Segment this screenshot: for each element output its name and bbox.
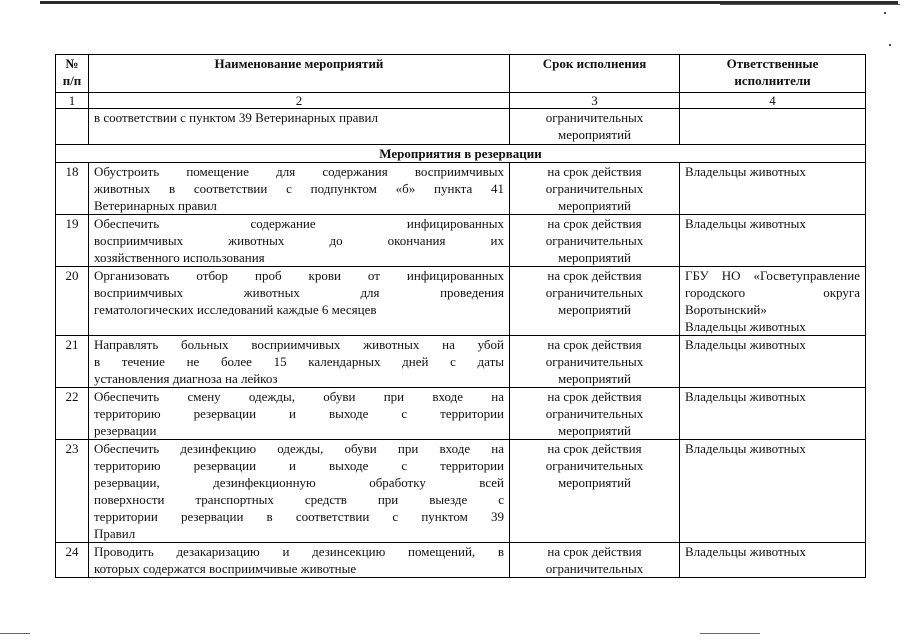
row-measure: Обеспечить дезинфекцию одежды, обуви при входе на территорию резервации и выходе с территории резервации, дезинфекционную обработку всей поверхности транспортных средств при выезде с территории резервации в соответствии с пунктом 39 Правил <box>89 440 510 543</box>
row-number: 18 <box>56 163 89 215</box>
table-row <box>56 215 866 267</box>
row-measure: в соответствии с пунктом 39 Ветеринарных правил <box>89 109 510 145</box>
row-responsible: Владельцы животных <box>680 440 866 543</box>
table-row <box>56 267 866 336</box>
row-term: на срок действия ограничительных <box>510 543 680 578</box>
row-number <box>56 109 89 145</box>
row-term: на срок действия ограничительных мероприятий <box>510 215 680 267</box>
section-title: Мероприятия в резервации <box>56 145 866 163</box>
row-term: на срок действия ограничительных мероприятий <box>510 267 680 336</box>
row-responsible: Владельцы животных <box>680 543 866 578</box>
row-measure: Обустроить помещение для содержания восприимчивых животных в соответствии с подпунктом «б» пункта 41 Ветеринарных правил <box>89 163 510 215</box>
scan-edge-line <box>720 4 900 5</box>
row-number: 23 <box>56 440 89 543</box>
row-term: на срок действия ограничительных мероприятий <box>510 388 680 440</box>
scan-speck <box>889 44 891 46</box>
row-number: 22 <box>56 388 89 440</box>
row-measure: Обеспечить содержание инфицированных восприимчивых животных до окончания их хозяйственного использования <box>89 215 510 267</box>
header-name: Наименование мероприятий <box>89 55 510 93</box>
column-numbers-row <box>56 93 866 109</box>
measures-table <box>55 54 866 578</box>
row-responsible: Владельцы животных <box>680 336 866 388</box>
table-header-row <box>56 55 866 93</box>
row-term: ограничительных мероприятий <box>510 109 680 145</box>
table-row <box>56 336 866 388</box>
column-number: 1 <box>56 93 89 109</box>
row-measure: Проводить дезакаризацию и дезинсекцию помещений, в которых содержатся восприимчивые животные <box>89 543 510 578</box>
row-term: на срок действия ограничительных мероприятий <box>510 440 680 543</box>
section-row <box>56 145 866 163</box>
row-number: 21 <box>56 336 89 388</box>
table-row <box>56 543 866 578</box>
row-number: 20 <box>56 267 89 336</box>
row-term: на срок действия ограничительных мероприятий <box>510 336 680 388</box>
row-number: 24 <box>56 543 89 578</box>
row-responsible <box>680 109 866 145</box>
column-number: 4 <box>680 93 866 109</box>
row-responsible: Владельцы животных <box>680 215 866 267</box>
row-responsible: Владельцы животных <box>680 163 866 215</box>
row-term: на срок действия ограничительных мероприятий <box>510 163 680 215</box>
table-row <box>56 440 866 543</box>
row-measure: Организовать отбор проб крови от инфицированных восприимчивых животных для проведения гематологических исследований каждые 6 месяцев <box>89 267 510 336</box>
table-row-continuation <box>56 109 866 145</box>
scan-speck <box>884 12 886 14</box>
column-number: 3 <box>510 93 680 109</box>
header-responsible: Ответственные исполнители <box>680 55 866 93</box>
table-row <box>56 163 866 215</box>
table-row <box>56 388 866 440</box>
header-num: № п/п <box>56 55 89 93</box>
row-number: 19 <box>56 215 89 267</box>
scan-edge-bottom <box>0 633 30 634</box>
row-responsible: ГБУ НО «Госветуправление городского округа Воротынский» Владельцы животных <box>680 267 866 336</box>
scan-edge-bottom <box>700 633 760 634</box>
row-measure: Направлять больных восприимчивых животных на убой в течение не более 15 календарных дней с даты установления диагноза на лейкоз <box>89 336 510 388</box>
column-number: 2 <box>89 93 510 109</box>
row-responsible: Владельцы животных <box>680 388 866 440</box>
header-term: Срок исполнения <box>510 55 680 93</box>
row-measure: Обеспечить смену одежды, обуви при входе на территорию резервации и выходе с территории резервации <box>89 388 510 440</box>
